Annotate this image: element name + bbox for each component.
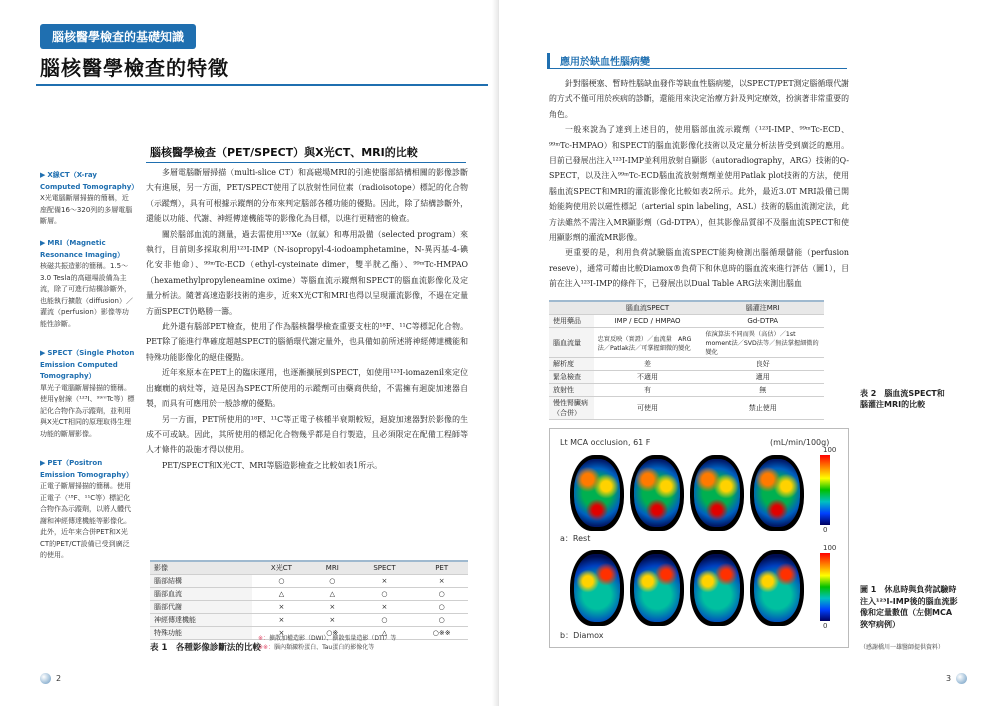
table-row (150, 601, 468, 614)
table-cell: IMP / ECD / HMPAO (594, 315, 702, 328)
scale-max-label: 100 (823, 446, 837, 454)
table-cell: 特殊功能 (150, 627, 252, 640)
table-cell: 依演算法不同而異（高估）／1st moment法／SVD法等／無法掌握細微的變化 (701, 328, 824, 358)
table-cell: 腦部代謝 (150, 601, 252, 614)
table-row (549, 397, 824, 420)
scale-min-label: 0 (823, 622, 828, 630)
section-title-right: 應用於缺血性腦病變 (547, 53, 847, 69)
table-cell: × (252, 627, 311, 640)
table-header: 影像 (150, 562, 252, 575)
table-row (549, 315, 824, 328)
table-header-row (549, 302, 824, 315)
table-cell: 禁止使用 (701, 397, 824, 420)
table-cell: × (311, 601, 354, 614)
table-cell: Gd-DTPA (701, 315, 824, 328)
table-cell: 腦部血流 (150, 588, 252, 601)
table-cell: ○ (354, 614, 416, 627)
table-cell: ○※※ (415, 627, 468, 640)
table-2-caption: 表 2 腦血流SPECT和腦灌注MRI的比較 (860, 389, 945, 409)
table-cell: 良好 (701, 358, 824, 371)
figure-unit: (mL/min/100g) (770, 438, 830, 447)
sidebar-note-text: 單光子電腦斷層掃描的簡稱。使用γ射線（¹²³I、⁹⁹ᵐTc等）標記化合物作為示蹤劑，並利用與X光CT相同的原理取得生理功能的斷層影像。 (40, 383, 135, 438)
figure-1-source: （感謝橋川一雄醫師提供資料） (860, 644, 945, 651)
paragraph: 另一方面，PET所使用的¹⁸F、¹¹C等正電子核種半衰期較短，迴旋加速器對於影像的生成不可或缺。因此，其所使用的標記化合物幾乎都是自行製造，且必須限定在配備工程師等人才條件的設施才得以使用。 (146, 414, 468, 455)
table-header: X光CT (252, 562, 311, 575)
left-page (0, 0, 499, 706)
table-row (150, 575, 468, 588)
table-cell: 有 (594, 384, 702, 397)
table-header: 腦灌注MRI (701, 302, 824, 315)
note-text: 腦內類澱粉蛋白、Tau蛋白的影像化等 (274, 644, 375, 651)
brain-slice-image (570, 455, 624, 531)
sidebar-note-mri (40, 238, 135, 330)
brain-slice-image (630, 550, 684, 626)
paragraph: 一般來說為了達到上述目的，使用腦部血流示蹤劑（¹²³I-IMP、⁹⁹ᵐTc-ECD、⁹⁹ᵐTc-HMPAO）和SPECT的腦血流影像化技術以及定量分析法皆受到廣泛的應用。目前已發展出注入¹²³I-IMP並利用放射自顯影（autoradiography，ARG）技術的Q-SPECT，以及注入⁹⁹ᵐTc-ECD腦血流放射劑劑並使用Patlak plot技術的方法，使用腦血流SPECT和MRI的灌流影像化比較如表2所示。此外，最近3.0T MRI設備已開始能夠使用於以磁性標記（arterial spin labeling，ASL）技術的腦血流測定法，此方法雖然不需注入MR顯影劑（Gd-DTPA），但其影像品質卻不及腦血流SPECT和使用顯影劑的灌流MR影像。 (549, 125, 849, 243)
table-row (150, 588, 468, 601)
section-rule (146, 162, 466, 163)
paragraph: 近年來原本在PET上的臨床運用，也逐漸擴展到SPECT，如使用¹²³I-iomazenil來定位出癲癇的病灶等，這是因為SPECT所使用的示蹤劑可由藥商供給，不需擁有迴旋加速器自製，而具有可應用於一般診療的優點。 (146, 368, 468, 409)
body-text-right (549, 76, 849, 292)
table-cell: △ (354, 627, 416, 640)
table-header: 腦血流SPECT (594, 302, 702, 315)
page-ball-icon (956, 673, 967, 684)
title-rule (36, 84, 488, 86)
table-cell: × (252, 601, 311, 614)
table-cell: 放射性 (549, 384, 594, 397)
table-cell: 使用藥品 (549, 315, 594, 328)
color-scale-bar (820, 553, 830, 621)
note-text: 擴散加權造影（DWI）、擴散張量造影（DTI）等 (269, 635, 397, 642)
table-cell: △ (311, 588, 354, 601)
sidebar-note-heading: ▶ X線CT（X-ray Computed Tomography） (40, 170, 135, 193)
brain-slice-image (690, 455, 744, 531)
table-header-row (150, 562, 468, 575)
table-cell: ○ (415, 588, 468, 601)
figure-header: Lt MCA occlusion, 61 F (560, 438, 651, 447)
page-ball-icon (40, 673, 51, 684)
table-cell: 腦部結構 (150, 575, 252, 588)
table-row (549, 384, 824, 397)
figure-1-caption: 圖 1 休息時與負荷試驗時注入¹²³I-IMP後的腦血流影像和定量數值（左側MCA狹窄病例） (860, 585, 958, 629)
table-2 (549, 300, 824, 420)
table-cell: ○ (415, 614, 468, 627)
scale-min-label: 0 (823, 526, 828, 534)
table-cell: 可使用 (594, 397, 702, 420)
sidebar-note-heading: ▶ MRI（Magnetic Resonance Imaging） (40, 238, 135, 261)
section-title: 腦核醫學檢查（PET/SPECT）與X光CT、MRI的比較 (150, 146, 418, 159)
brain-images-diamox (570, 550, 804, 628)
table-header: PET (415, 562, 468, 575)
table-cell: 腦血流量 (549, 328, 594, 358)
table-row (549, 358, 824, 371)
sidebar-note-spect (40, 348, 135, 440)
table-cell: 慢性腎臟病（合併） (549, 397, 594, 420)
table-header: SPECT (354, 562, 416, 575)
table-cell: 緊急檢查 (549, 371, 594, 384)
table-note (258, 634, 396, 643)
table-cell: 神經傳達機能 (150, 614, 252, 627)
paragraph: PET/SPECT和X光CT、MRI等腦造影檢查之比較如表1所示。 (162, 460, 382, 470)
sidebar-note-pet (40, 458, 135, 562)
page-title: 腦核醫學檢查的特徵 (40, 56, 229, 80)
sidebar-note-text: 正電子斷層掃描的簡稱。使用正電子（¹⁸F、¹¹C等）標記化合物作為示蹤劑，以將人體代謝和神經傳達機能等影像化。此外，近年來合併PET和X光CT的PET/CT設備已受到廣泛的使用。 (40, 482, 131, 559)
table-cell: 解析度 (549, 358, 594, 371)
page-number-left (40, 673, 61, 684)
paragraph: 此外還有腦部PET檢查，使用了作為腦核醫學檢查重要支柱的¹⁸F、¹¹C等標記化合物。PET除了能進行準確度超越SPECT的腦循環代謝定量外，也具備如前所述將神經傳達機能和特殊功能影像化的絕佳優點。 (146, 322, 468, 362)
brain-slice-image (570, 550, 624, 626)
sidebar-note-text: X光電腦斷層掃描的簡稱，近座配備16～320列的多層電腦斷層。 (40, 194, 133, 225)
table-1-notes (258, 634, 396, 652)
sidebar-note-text: 核磁共振造影的簡稱。1.5～3.0 Tesla的高磁場設備為主流，除了可進行結構診斷外，也能執行擴散（diffusion）／灌流（perfusion）影像等功能性診斷。 (40, 262, 133, 328)
panel-label-b: b：Diamox (560, 631, 604, 640)
table-row (549, 371, 824, 384)
brain-slice-image (750, 455, 804, 531)
paragraph: 關於腦部血流的測量，過去需使用¹³³Xe（氙氣）和專用設備（selected program）來執行，目前則多採取利用¹²³I-IMP（N-isopropyl-4-iodoamphetamine，N-異丙基-4-碘化安非他命）、⁹⁹ᵐTc-ECD（ethyl-cysteinate dimer，雙半胱乙酯）、⁹⁹ᵐTc-HMPAO（hexamethylpropyleneamine oxime）等腦血流示蹤劑和SPECT的腦血流影像化及定量分析法。隨著高速造影技術的進步，近來X光CT和MRI也得以呈現灌流影像，不過在定量方面SPECT仍略勝一籌。 (146, 229, 468, 316)
table-cell: × (354, 601, 416, 614)
paragraph: 針對腦梗塞、暫時性腦缺血發作等缺血性腦病變，以SPECT/PET測定腦循環代謝的方式不僅可用於疾病的診斷，還能用來決定治療方針及判定療效，扮演著非常重要的角色。 (549, 79, 849, 119)
table-cell: 無 (701, 384, 824, 397)
sidebar-note-heading: ▶ PET（Positron Emission Tomography） (40, 458, 135, 481)
panel-label-a: a：Rest (560, 534, 591, 543)
table-row (150, 614, 468, 627)
table-cell: 適用 (701, 371, 824, 384)
table-cell: 不適用 (594, 371, 702, 384)
table-cell: ○ (354, 588, 416, 601)
table-cell: 差 (594, 358, 702, 371)
paragraph: 多層電腦斷層掃描（multi-slice CT）和高磁場MRI的引進使腦部結構相關的影像診斷大有進展，另一方面，PET/SPECT使用了以放射性同位素（radioisotope）標記的化合物（示蹤劑），具有可根據示蹤劑的分布來判定腦部各種功能的優點。因此，除了結構診斷外，還能以功能、代謝、神經傳達機能等的影像化為目標，以進行更精密的檢查。 (146, 168, 468, 224)
table-cell: ○ (311, 575, 354, 588)
table-cell: ○ (415, 601, 468, 614)
body-text-left (146, 165, 468, 473)
table-header (549, 302, 594, 315)
sidebar-note-heading: ▶ SPECT（Single Photon Emission Computed Tomography） (40, 348, 135, 383)
table-cell: × (354, 575, 416, 588)
paragraph: 更重要的是，利用負荷試驗腦血流SPECT能夠檢測出腦循環儲能（perfusion reseve），通常可藉由比較Diamox®負荷下和休息時的腦血流來進行評估（圖1），目前在注入¹²³I-IMP的條件下，已發展出以Dual Table ARG法來測出腦血 (549, 248, 849, 289)
table-cell: ○ (252, 575, 311, 588)
brain-images-rest (570, 455, 804, 533)
page-number: 2 (56, 674, 62, 683)
table-cell: △ (252, 588, 311, 601)
table-note (258, 643, 396, 652)
table-header: MRI (311, 562, 354, 575)
scale-max-label: 100 (823, 544, 837, 552)
note-mark: ※： (258, 635, 270, 642)
page-number-right (946, 673, 967, 684)
brain-slice-image (630, 455, 684, 531)
sidebar-note-ct (40, 170, 139, 228)
brain-slice-image (690, 550, 744, 626)
table-cell: × (311, 614, 354, 627)
category-label: 腦核醫學檢查的基礎知識 (40, 24, 196, 49)
table-cell: × (252, 614, 311, 627)
brain-slice-image (750, 550, 804, 626)
color-scale-bar (820, 455, 830, 525)
table-cell: ○※ (311, 627, 354, 640)
table-1 (150, 560, 468, 640)
table-cell: 忠實反映（實證）／血流量 ARG法／Patlak法／可掌握細微的變化 (594, 328, 702, 358)
page-number: 3 (946, 674, 952, 683)
table-row (549, 328, 824, 358)
table-cell: × (415, 575, 468, 588)
table-1-caption: 表 1 各種影像診斷法的比較 (150, 643, 261, 653)
note-mark: ※※： (258, 644, 275, 651)
